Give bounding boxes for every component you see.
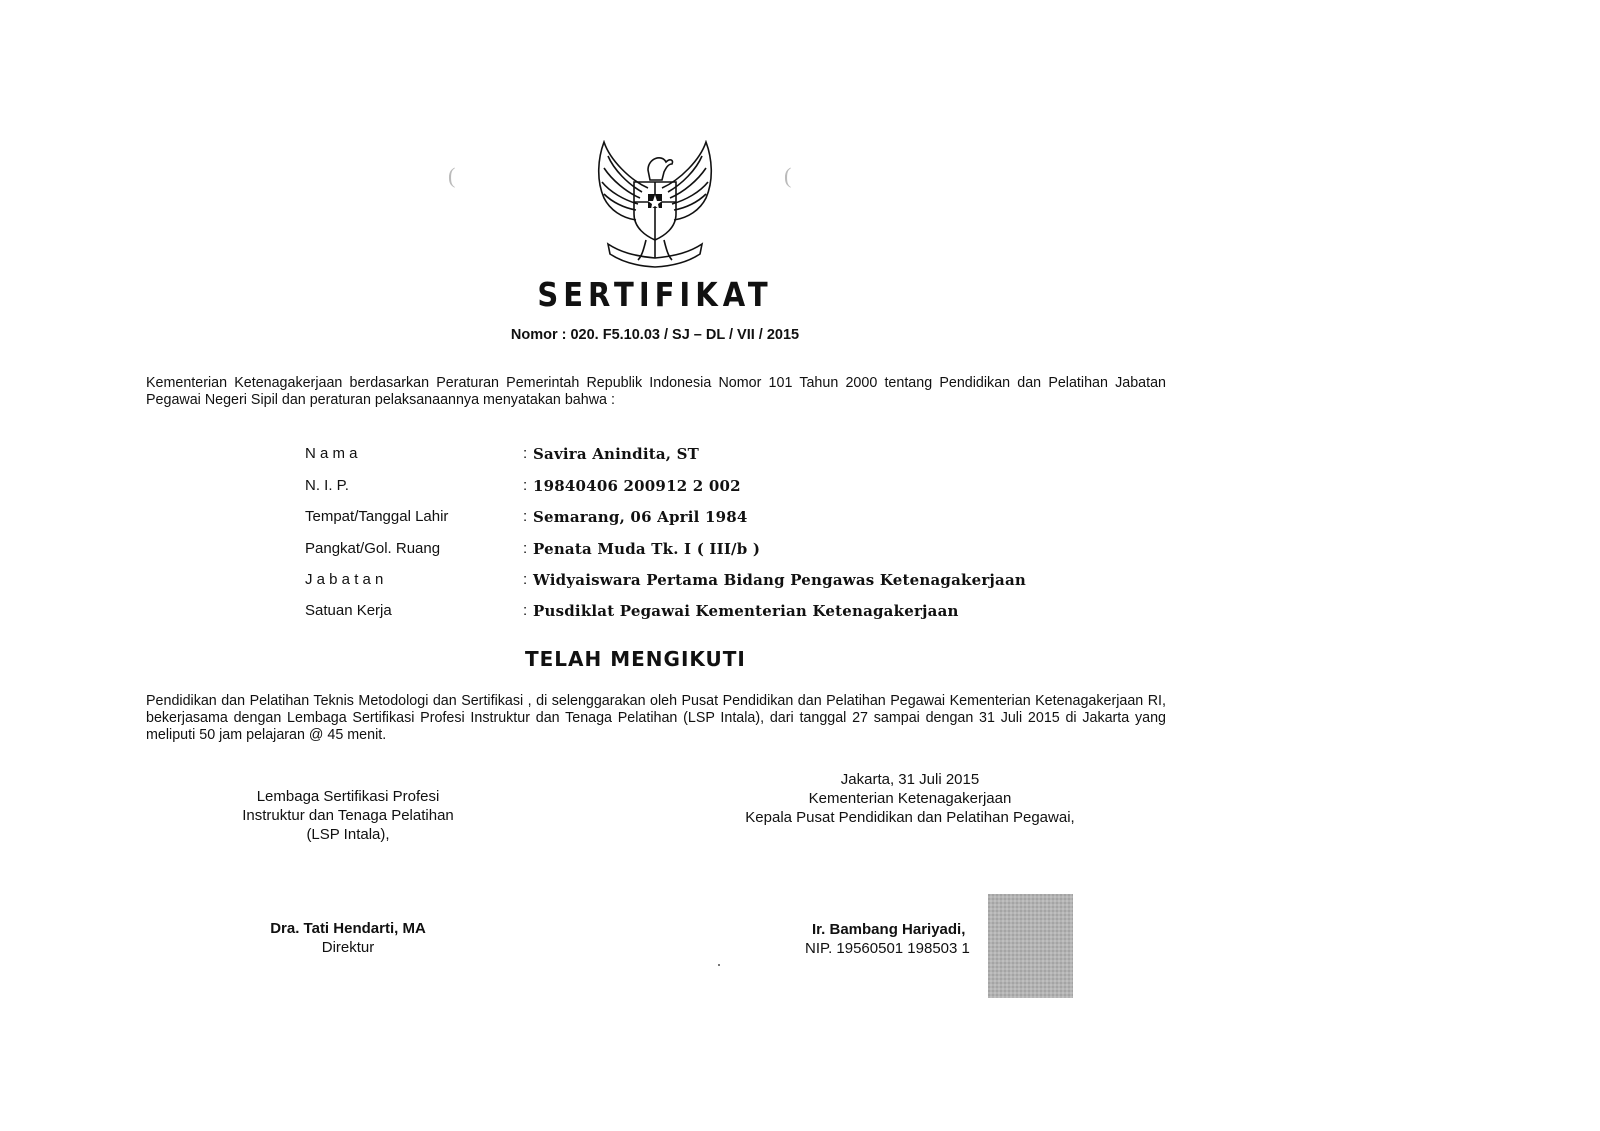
- field-label: Tempat/Tanggal Lahir: [305, 508, 449, 525]
- left-org-line2: Instruktur dan Tenaga Pelatihan: [242, 807, 454, 824]
- field-colon: :: [523, 445, 528, 462]
- field-colon: :: [523, 477, 528, 494]
- place-date: Jakarta, 31 Juli 2015: [840, 771, 980, 788]
- field-colon: :: [523, 602, 528, 619]
- field-value: Widyaiswara Pertama Bidang Pengawas Ketenagakerjaan: [533, 571, 1027, 589]
- right-org-line1: Kementerian Ketenagakerjaan: [808, 790, 1012, 807]
- scan-mark-right: (: [784, 163, 792, 188]
- field-label: N a m a: [305, 445, 358, 462]
- scan-speck: [718, 964, 720, 966]
- left-signatory-role: Direktur: [321, 939, 375, 956]
- body-paragraph: Pendidikan dan Pelatihan Teknis Metodologi dan Sertifikasi , di selenggarakan oleh Pusat Pendidikan dan Pelatihan Pegawai Kementerian Ketenagakerjaan RI, bekerjasama dengan Lembaga Sertifikasi Profesi Instruktur dan Tenaga Pelatihan (LSP Intala), dari tanggal 27 sampai dengan 31 Juli 2015 di Jakarta yang meliputi 50 jam pelajaran @ 45 menit.: [146, 693, 1166, 743]
- field-value: Penata Muda Tk. I ( III/b ): [533, 540, 761, 558]
- scan-mark-left: (: [448, 163, 456, 188]
- left-signatory-name: Dra. Tati Hendarti, MA: [270, 920, 426, 937]
- redacted-stamp: [988, 894, 1073, 998]
- garuda-emblem-icon: [590, 140, 720, 272]
- field-label: Pangkat/Gol. Ruang: [305, 540, 441, 557]
- certificate-title: SERTIFIKAT: [537, 275, 773, 315]
- field-row-birth: [305, 506, 1205, 530]
- field-value: Savira Anindita, ST: [533, 445, 700, 463]
- field-row-unit: [305, 600, 1205, 624]
- certificate-number: Nomor : 020. F5.10.03 / SJ – DL / VII / 2015: [510, 327, 800, 343]
- field-row-nama: [305, 443, 1205, 467]
- field-row-rank: [305, 538, 1205, 562]
- left-org-line3: (LSP Intala),: [306, 826, 390, 843]
- field-row-position: [305, 569, 1205, 593]
- left-org-line1: Lembaga Sertifikasi Profesi: [256, 788, 440, 805]
- right-signatory-nip: NIP. 19560501 198503 1: [805, 940, 970, 957]
- field-value: 19840406 200912 2 002: [533, 477, 741, 495]
- field-colon: :: [523, 508, 528, 525]
- field-value: Semarang, 06 April 1984: [533, 508, 748, 526]
- right-signatory-name: Ir. Bambang Hariyadi,: [812, 921, 966, 938]
- field-colon: :: [523, 540, 528, 557]
- right-org-line2: Kepala Pusat Pendidikan dan Pelatihan Pegawai,: [745, 809, 1075, 826]
- field-row-nip: [305, 475, 1205, 499]
- field-value: Pusdiklat Pegawai Kementerian Ketenagakerjaan: [533, 602, 959, 620]
- field-colon: :: [523, 571, 528, 588]
- field-label: Satuan Kerja: [305, 602, 392, 619]
- section-heading: TELAH MENGIKUTI: [525, 647, 746, 671]
- intro-paragraph: Kementerian Ketenagakerjaan berdasarkan Peraturan Pemerintah Republik Indonesia Nomor 101 Tahun 2000 tentang Pendidikan dan Pelatihan Jabatan Pegawai Negeri Sipil dan peraturan pelaksanaannya menyatakan bahwa :: [146, 375, 1166, 408]
- field-label: J a b a t a n: [305, 571, 384, 588]
- field-label: N. I. P.: [305, 477, 349, 494]
